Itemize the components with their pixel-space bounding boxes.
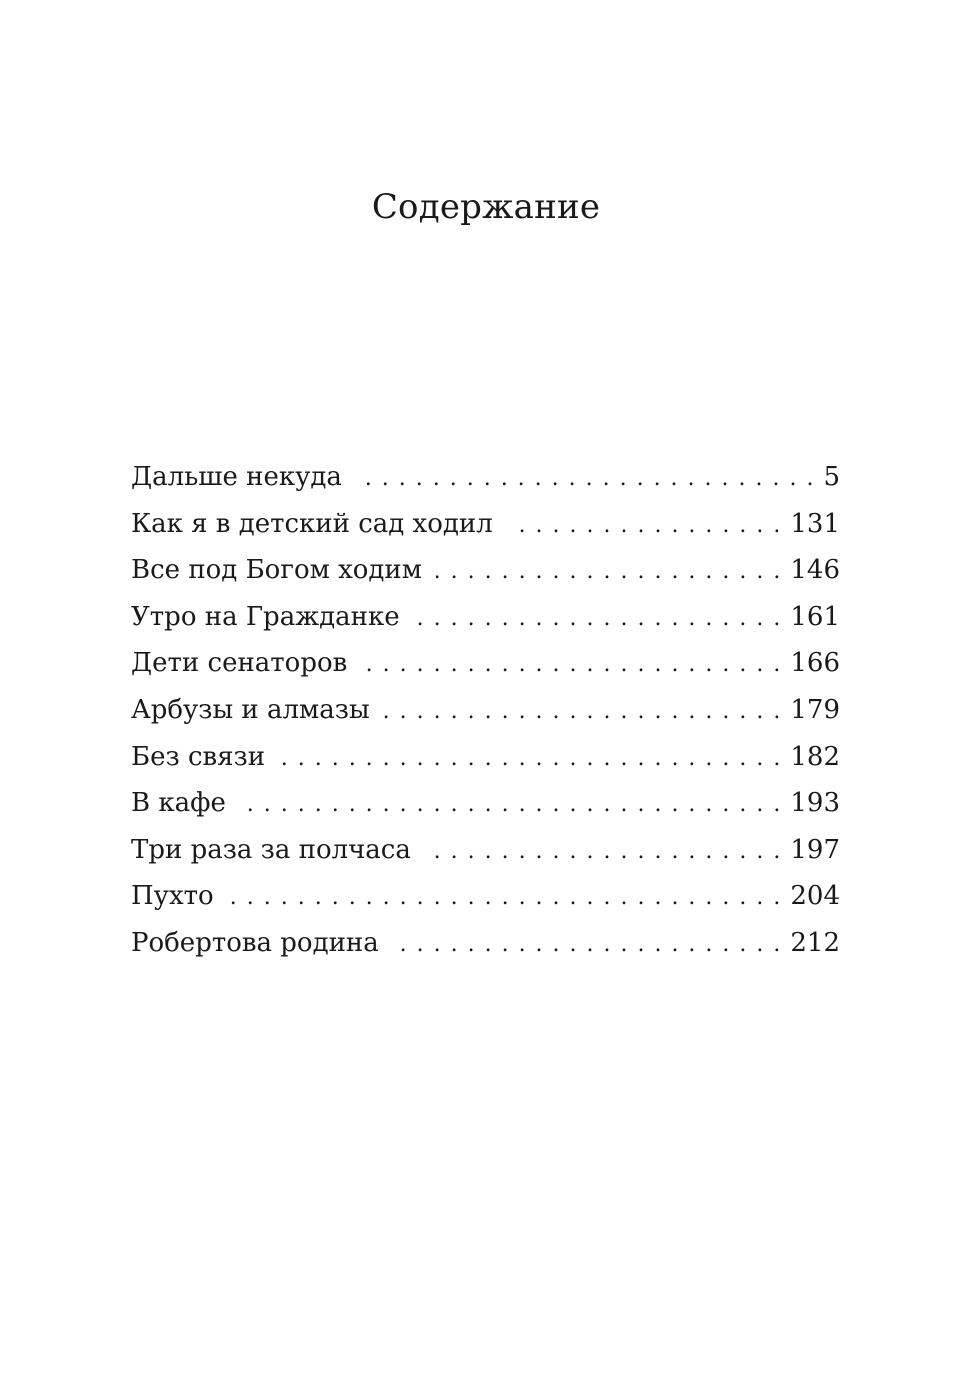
toc-entry-title: Дальше некуда [131,462,342,492]
toc-entry-page: 193 [790,788,840,819]
dot-leader [279,736,780,782]
toc-entry-page: 204 [790,881,840,912]
dot-leader [507,503,781,549]
dot-leader [361,642,780,688]
toc-entry [131,454,840,501]
table-of-contents [131,454,840,967]
dot-leader [436,549,780,595]
toc-entry [131,780,840,827]
dot-leader [414,596,781,642]
toc-entry-title: Как я в детский сад ходил [131,508,493,539]
toc-entry-title: Пухто [131,881,214,912]
toc-entry-page: 146 [790,555,840,586]
toc-entry-page: 5 [823,462,840,492]
toc-entry-title: Утро на Гражданке [131,601,400,632]
toc-entry [131,827,840,874]
toc-entry-title: Три раза за полчаса [131,834,411,865]
toc-entry [131,920,840,967]
toc-entry [131,501,840,548]
toc-entry [131,547,840,594]
toc-entry [131,873,840,920]
toc-entry-page: 197 [790,834,840,865]
toc-entry [131,687,840,734]
toc-entry-title: Робертова родина [131,927,379,958]
toc-entry-page: 182 [790,741,840,772]
toc-entry-title: Дети сенаторов [131,648,348,679]
toc-entry-page: 131 [790,508,840,539]
toc-entry-title: Арбузы и алмазы [131,694,370,725]
page-title: Содержание [371,187,601,227]
toc-entry-page: 212 [790,927,840,958]
toc-entry-title: В кафе [131,788,226,819]
toc-entry [131,594,840,641]
toc-entry-title: Все под Богом ходим [131,555,422,586]
toc-entry-title: Без связи [131,741,266,772]
dot-leader [240,782,781,828]
dot-leader [356,456,814,502]
dot-leader [393,922,781,968]
toc-entry [131,734,840,781]
toc-entry-page: 161 [790,601,840,632]
dot-leader [425,829,780,875]
toc-entry-page: 179 [790,694,840,725]
toc-entry [131,640,840,687]
toc-entry-page: 166 [790,648,840,679]
dot-leader [228,875,781,921]
dot-leader [384,689,781,735]
